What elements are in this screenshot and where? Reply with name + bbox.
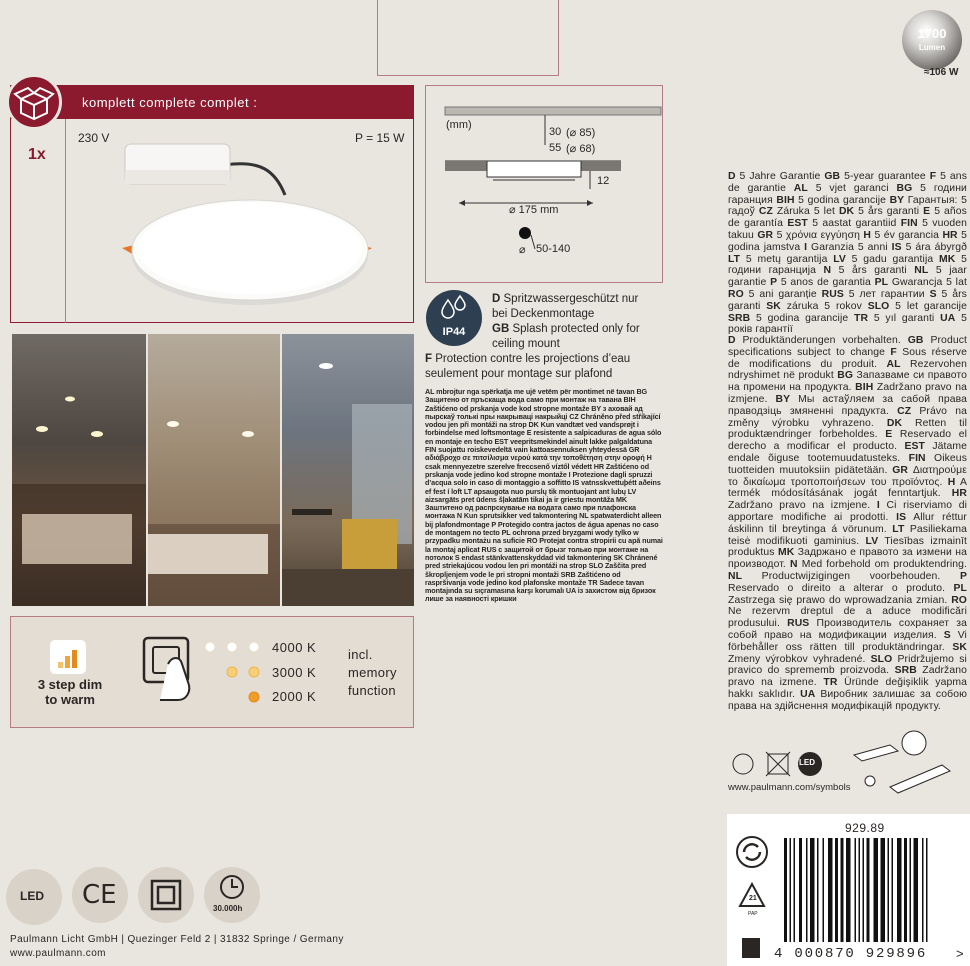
- room-photo-cool: [282, 334, 414, 606]
- color-temp-3000: 3000 K: [272, 665, 317, 680]
- lang-code: IS: [891, 241, 902, 253]
- recycling-material: PAP: [748, 911, 758, 917]
- barcode-bar: [888, 838, 890, 942]
- lang-text: Üründe değişiklik yapma hakkı saklıdır.: [728, 677, 967, 700]
- lang-text: 5 години гаранција: [728, 253, 967, 277]
- lang-text: 5 vjet garanci: [815, 182, 889, 194]
- barcode-bar: [835, 838, 838, 942]
- lang-code: I: [804, 241, 808, 253]
- barcode-bar: [794, 838, 796, 942]
- set-contents-heading: komplett complete complet :: [82, 95, 258, 110]
- lang-code: BIH: [776, 194, 795, 206]
- lang-code: SRB: [894, 665, 917, 677]
- barcode-bar: [863, 838, 865, 942]
- lang-code: GR: [892, 464, 909, 476]
- barcode-bar: [810, 838, 815, 942]
- lang-code: GB: [492, 323, 510, 335]
- lang-text: Задржано е правото за измени на производот.: [728, 547, 967, 571]
- lang-code: MK: [777, 547, 795, 559]
- guarantee-text: [728, 171, 967, 336]
- lang-text: Jätame endale õiguse tootemuudatusteks.: [728, 441, 967, 464]
- lang-code: D: [492, 293, 501, 305]
- lang-text: 5 gadu garantija: [851, 253, 934, 265]
- barcode-bars: [780, 838, 960, 946]
- lang-text: 5 jaar garantie: [728, 265, 967, 289]
- thickness: 12: [597, 175, 610, 187]
- lang-text: Pridržujemo si pravico do sprememb proizvoda.: [728, 653, 967, 677]
- lang-code: HR: [942, 229, 958, 241]
- lang-text: A termék módosításának jogát fenntartjuk.: [728, 476, 967, 500]
- lang-code: S: [929, 288, 937, 300]
- lang-text: Διατηρούμε το δικαίωμα τροποποιήσεων του προϊόντος.: [728, 464, 967, 488]
- protection-class-icon: [138, 867, 194, 923]
- lumen-unit: Lumen: [918, 43, 946, 52]
- lang-text: Запазваме си правото на промени на продукта.: [728, 370, 967, 394]
- lang-text: 5 vuoden takuu: [728, 218, 967, 241]
- memory-line: function: [348, 683, 396, 698]
- lang-code: D: [728, 335, 736, 346]
- lang-text: Sous réserve de modifications du produit.: [728, 346, 967, 370]
- step-dim-label: [28, 677, 112, 707]
- lang-code: H: [863, 229, 872, 241]
- cutout-prefix: ⌀: [519, 244, 526, 256]
- ip-line: [425, 352, 685, 367]
- lang-text: 5 años de garantía: [728, 206, 967, 230]
- ip44-label: IP44: [442, 326, 466, 338]
- barcode-bar: [897, 838, 902, 942]
- lang-text: Виробник залишає за собою права на здійснення модифікацій продукту.: [728, 688, 967, 712]
- lang-text: Zadržano pravo na izmene.: [728, 665, 967, 689]
- barcode-bar: [799, 838, 802, 942]
- barcode-bar: [892, 838, 894, 942]
- lang-text: 5 anos de garantia: [780, 277, 871, 289]
- barcode-bar: [874, 838, 879, 942]
- lumen-value: 1700: [917, 26, 947, 41]
- barcode-bar: [806, 838, 808, 942]
- lang-text: 5 års garanti: [858, 206, 920, 218]
- ip-line: [492, 292, 692, 307]
- lang-text: Oikeus tuotteiden muutoksiin pidätetään.: [728, 452, 967, 476]
- barcode-bar: [846, 838, 851, 942]
- ip-line: ceiling mount: [492, 338, 560, 350]
- voltage: 230 V: [78, 131, 110, 145]
- lang-text: Vi förbehåller oss rätten till produktändringar.: [728, 629, 967, 653]
- product-changes-text: [728, 335, 967, 712]
- lang-code: RO: [728, 288, 744, 300]
- height-55-hole: (⌀ 68): [566, 143, 596, 155]
- ip-text-line: Spritzwassergeschützt nur: [503, 293, 639, 305]
- lang-text: 5 godina garancije: [798, 194, 887, 206]
- barcode-bar: [823, 838, 825, 942]
- lang-text: 5 godina garancije: [756, 312, 849, 324]
- ip-text-line: Splash protected only for: [512, 323, 640, 335]
- lifetime-clock-icon: [204, 867, 260, 923]
- lang-code: GB: [907, 335, 924, 346]
- top-window-frame: [377, 0, 559, 76]
- lang-text: 5 ani garanție: [748, 288, 817, 300]
- lang-code: CZ: [758, 206, 773, 218]
- lang-text: Produktänderungen vorbehalten.: [742, 335, 901, 346]
- lang-code: CZ: [897, 405, 912, 417]
- lang-text: Tiesības izmainīt produktus: [728, 535, 967, 559]
- memory-function-label: [348, 646, 397, 700]
- height-30-hole: (⌀ 85): [566, 127, 596, 139]
- lang-text: Reservado o direito a alterar o produto.: [728, 582, 946, 594]
- footer-url: www.paulmann.com: [10, 948, 106, 959]
- lang-code: E: [885, 429, 893, 441]
- lang-code: LT: [728, 253, 741, 265]
- room-photo-warm: [12, 334, 146, 606]
- lang-text: 5 лет гарантии: [848, 288, 925, 300]
- step-dim-line: 3 step dim: [37, 677, 103, 692]
- lang-text: Productwijzigingen voorbehouden.: [761, 570, 941, 582]
- lang-text: Производитель сохраняет за собой право на модификации изделия.: [728, 618, 967, 641]
- barcode-bar: [841, 838, 844, 942]
- lang-text: Zadržano pravo na izmjene.: [728, 382, 967, 405]
- lang-code: BY: [889, 194, 905, 206]
- lang-text: 5 χρόνια εγγύηση: [776, 229, 860, 241]
- lang-text: Zadržano pravo na izmjene.: [728, 500, 871, 512]
- barcode-bar: [904, 838, 907, 942]
- lang-code: RUS: [787, 618, 810, 630]
- lang-code: BIH: [855, 382, 874, 394]
- barcode-bar: [914, 838, 919, 942]
- lang-text: Právo na změny výrobku vyhrazeno.: [728, 405, 967, 429]
- lang-text: Ne rezervm dreptul de a aduce modificări produsului.: [728, 606, 967, 630]
- lang-text: 5 години гаранция: [728, 182, 967, 206]
- lang-code: LV: [833, 253, 846, 265]
- lang-code: N: [823, 265, 832, 277]
- lang-code: I: [876, 500, 880, 512]
- lang-text: Ci riserviamo di apportare modifiche ai prodotti.: [728, 500, 967, 523]
- lang-text: Garanzia 5 anni: [811, 241, 888, 253]
- lang-code: P: [770, 277, 778, 289]
- lang-code: DK: [886, 417, 903, 429]
- lang-code: LT: [892, 523, 905, 535]
- ean-number: 4 000870 929896: [774, 946, 928, 962]
- ip-line: [492, 322, 692, 337]
- diameter: ⌀ 175 mm: [509, 204, 559, 216]
- ean-arrow: >: [956, 946, 964, 961]
- lang-text: 5 ára ábyrgð: [905, 241, 967, 253]
- lang-text: Zmeny výrobkov vyhradené.: [728, 653, 866, 665]
- memory-line: memory: [348, 665, 397, 680]
- ip44-icon: [426, 290, 482, 346]
- lang-code: F: [929, 171, 937, 182]
- lang-code: RUS: [821, 288, 844, 300]
- barcode-bar: [855, 838, 857, 942]
- quantity: 1x: [28, 146, 46, 163]
- lang-text: 5 års garanti: [838, 265, 907, 277]
- lang-code: S: [943, 629, 951, 641]
- lang-code: D: [728, 171, 736, 182]
- lang-code: F: [890, 346, 897, 358]
- barcode-bar: [881, 838, 886, 942]
- barcode-bar: [817, 838, 819, 942]
- ip-text-french: [425, 352, 685, 382]
- lang-text: 5 ans de garantie: [728, 171, 967, 194]
- recycling-code: 21: [749, 895, 757, 902]
- led-symbol-label: LED: [799, 758, 815, 767]
- lang-code: LV: [865, 535, 879, 547]
- lang-code: RO: [951, 594, 967, 606]
- article-number: 929.89: [845, 821, 885, 835]
- cutout-range: 50-140: [536, 243, 571, 255]
- lang-text: 5 років гарантії: [728, 312, 967, 336]
- installation-diagram: [850, 725, 960, 805]
- step-dim-line: to warm: [45, 692, 95, 707]
- height-30: 30: [549, 126, 562, 138]
- lang-code: F: [425, 353, 433, 365]
- lang-text: Rezervohen ndryshimet në produkt: [728, 358, 967, 382]
- lang-text: Gwarancja 5 lat: [891, 277, 967, 289]
- lang-text: Zastrzega się prawo do wprowadzania zmian.: [728, 594, 948, 606]
- lang-code: EST: [787, 218, 808, 230]
- lumen-badge: [902, 10, 962, 70]
- lang-code: AL: [886, 358, 901, 370]
- lang-text: záruka 5 rokov: [786, 300, 862, 312]
- barcode-bar: [922, 838, 924, 942]
- lang-code: PL: [953, 582, 967, 594]
- lang-text: 5 Jahre Garantie: [739, 171, 821, 182]
- lang-code: UA: [940, 312, 956, 324]
- lang-code: GB: [824, 171, 841, 182]
- lang-text: Med forbehold om produktendring.: [801, 559, 967, 571]
- lifetime-hours: 30.000h: [213, 904, 243, 913]
- ip-line: seulement pour montage sur plafond: [425, 368, 613, 380]
- lang-text: Záruka 5 let: [776, 206, 835, 218]
- lang-code: FIN: [908, 452, 926, 464]
- ip-line: bei Deckenmontage: [492, 308, 595, 320]
- lang-text: Allur réttur áskilinn til breytinga á vörunum.: [728, 511, 967, 535]
- lang-code: NL: [914, 265, 929, 277]
- led-icon-label: LED: [20, 889, 44, 903]
- set-divider: [65, 119, 66, 323]
- ip-text-line: Protection contre les projections d’eau: [435, 353, 631, 365]
- color-temp-4000: 4000 K: [272, 640, 317, 655]
- lang-text: Retten til produktændringer forbeholdes.: [728, 417, 967, 441]
- lang-code: SLO: [870, 653, 893, 665]
- dim-steps-icon: [50, 640, 86, 674]
- lang-code: H: [947, 476, 956, 488]
- lang-code: TR: [854, 312, 869, 324]
- lang-text: Гарантыя: 5 гадоў: [728, 194, 967, 218]
- footer-address: Paulmann Licht GmbH | Quezinger Feld 2 | 31832 Springe / Germany: [10, 934, 344, 945]
- lang-code: SLO: [867, 300, 890, 312]
- lang-code: SK: [766, 300, 781, 312]
- barcode-bar: [790, 838, 792, 942]
- lang-code: MK: [938, 253, 956, 265]
- room-photo-neutral: [148, 334, 280, 606]
- dimension-unit: (mm): [446, 119, 472, 131]
- lang-code: DK: [838, 206, 855, 218]
- lang-code: N: [790, 559, 798, 571]
- lang-text: 5 év garancia: [874, 229, 940, 241]
- lang-code: BY: [775, 393, 791, 405]
- ce-mark-label: CE: [82, 880, 117, 910]
- lang-code: IS: [896, 511, 907, 523]
- color-temp-2000: 2000 K: [272, 689, 317, 704]
- symbols-url: www.paulmann.com/symbols: [728, 782, 851, 793]
- room-photos: [12, 334, 414, 606]
- lang-code: NL: [728, 570, 743, 582]
- lang-code: EST: [904, 441, 925, 453]
- lang-code: BG: [896, 182, 913, 194]
- lang-code: TR: [823, 677, 838, 689]
- lang-text: 5 yıl garanti: [873, 312, 935, 324]
- lang-text: 5 let garancije: [895, 300, 967, 312]
- barcode-bar: [910, 838, 912, 942]
- lang-text: Мы астаўляем за сабой права праводзіць змяненні прадукта.: [728, 393, 967, 417]
- lang-code: AL: [793, 182, 808, 194]
- lang-code: UA: [800, 688, 816, 700]
- lang-code: P: [959, 570, 967, 582]
- barcode-bar: [784, 838, 787, 942]
- barcode-bar: [828, 838, 833, 942]
- lang-text: Product specifications subject to change: [728, 335, 967, 358]
- lang-code: FIN: [900, 218, 918, 230]
- lang-code: SK: [952, 641, 967, 653]
- lang-text: 5 metų garantija: [745, 253, 828, 265]
- lang-text: 5 aastat garantiid: [812, 218, 897, 230]
- lumen-watt-equivalent: ≈106 W: [924, 67, 959, 78]
- barcode-bar: [867, 838, 870, 942]
- lang-code: E: [923, 206, 931, 218]
- power: P = 15 W: [355, 131, 405, 145]
- box-icon: [6, 74, 62, 130]
- lang-text: 5 godina jamstva: [728, 229, 967, 253]
- memory-line: incl.: [348, 647, 373, 662]
- color-temp-sun-icons: [200, 637, 270, 709]
- lang-text: 5 års garanti: [728, 288, 967, 312]
- lang-code: GR: [757, 229, 774, 241]
- lang-code: BG: [837, 370, 854, 382]
- lang-text: 5-year guarantee: [844, 171, 926, 182]
- lang-text: Pasiliekama teisė modifikuoti gaminius.: [728, 523, 967, 547]
- height-55: 55: [549, 142, 562, 154]
- lang-code: PL: [874, 277, 889, 289]
- ip-text: [492, 292, 692, 352]
- lang-code: SRB: [728, 312, 751, 324]
- lang-code: HR: [951, 488, 967, 500]
- ip-multilingual-text: AL mbrojtur nga spërkatja me ujë vetëm për montimet në tavan BG Защитено от пръскаща вода само при монтаж на тавана BIH Zaštićeno od prskanja vode kod stropne montaže BY з аховай ад пырскаў толькі пры накрываці накрыйці CZ Chráněno před stříkající vodou jen při montáži na strop DK Kun vandtæt ved vandsprøjt i forbindelse med loftsmontage E resistente a salpicaduras de agua sólo en montaje en techo EST veepritsmekindel ainult lakke palgaldatuna FIN suojattu roiskevedeltä vain kattoasennuksen yhteydessä GR αδιάβροχο σε πιτσίλισμα νερού κατά την τοποθέτηση στην οροφή H csak mennyezetre szerelve freccsenő víztől védett HR Zaštićeno od prskanja vode jedino kod stropne montaže I Protezione dagli spruzzi d’acqua solo in caso di montaggio a soffitto IS vatnsskvettuþétt aðeins ef fest í loft LT apsaugota nuo purslų tik montuojant ant lubų LV aizsargāts pret ūdens šļakatām tikai ja ir griestu montāža MK Заштитено од распрскување на водата само при плафонска монтажа N Kun sprutsikker ved takmontering NL spatwaterdicht alleen bij plafondmontage P Protegido contra jactos de água apenas no caso de montagem no tecto PL ochrona przed bryzgami wody tylko w przypadku montażu na suficie RO Protejat contra stropirii cu apă numai la montaj aplicat RUS с защитой от брызг только при монтаже на потолок S endast stänkvattenskyddad vid takmontering SK Chránené pred striekajúcou vodou len pri montáži na strop SLO Zaščita pred škropljenjem vode le pri stropni montaži SRB Zaštićeno od raspršivanja vode jedino kod plafonske montaže TR Sadece tavan montajında su sıçramasına karşı korumalı UA із захистом від бризок лише за наявності кришки: [425, 387, 663, 604]
- barcode-bar: [926, 838, 928, 942]
- lang-text: Reservado el derecho a modificar el producto.: [728, 429, 967, 453]
- barcode-bar: [859, 838, 861, 942]
- product-image: [110, 140, 400, 320]
- wall-switch-hand-icon: [140, 634, 204, 704]
